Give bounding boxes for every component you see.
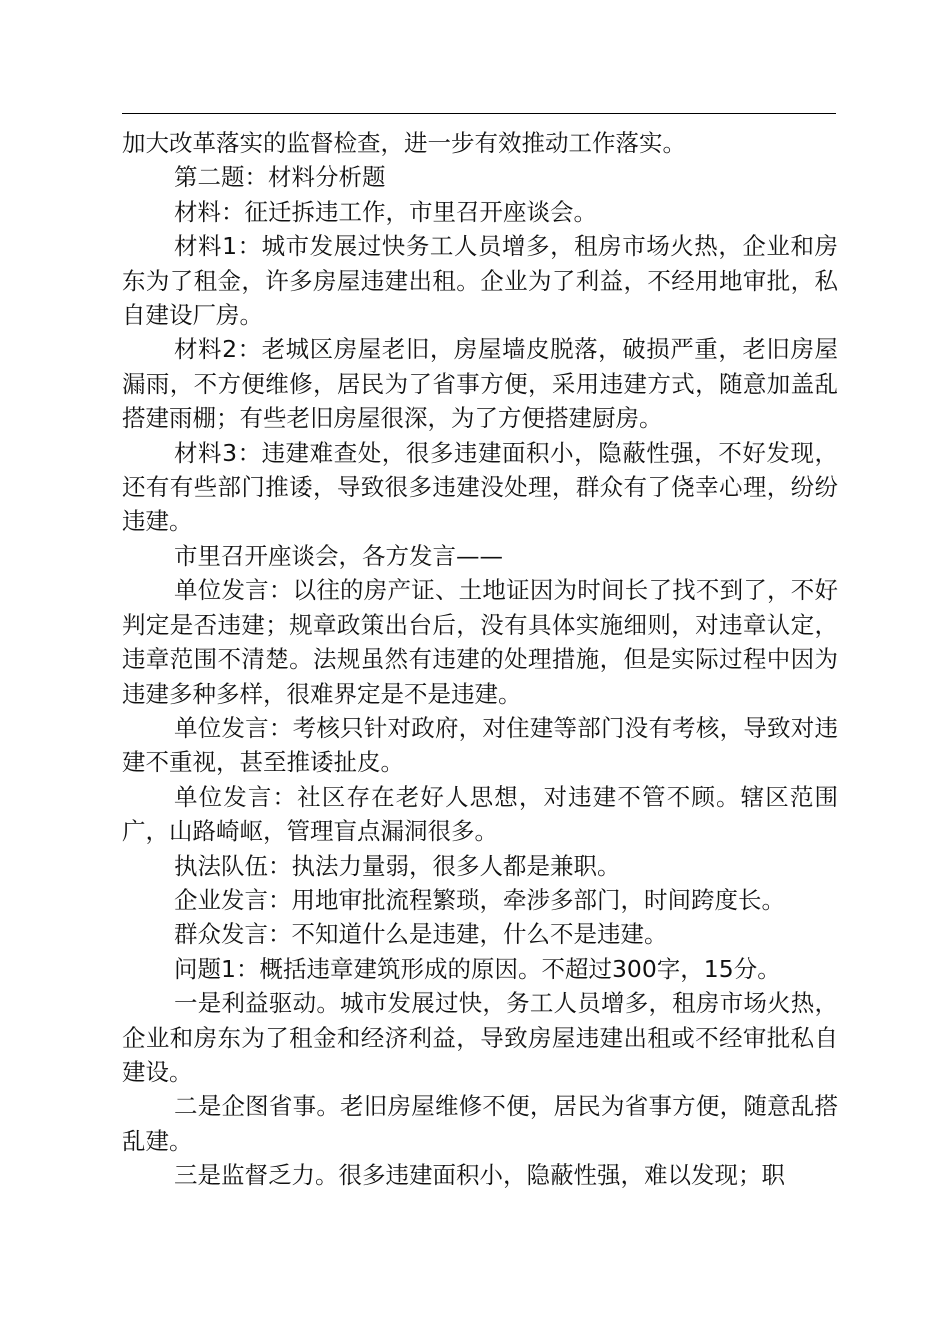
question: 问题1：概括违章建筑形成的原因。不超过300字，15分。	[174, 954, 781, 983]
document-body	[122, 126, 838, 1193]
paragraph: 企业发言：用地审批流程繁琐，牵涉多部门，时间跨度长。	[174, 885, 785, 914]
answer-paragraph: 一是利益驱动。城市发展过快，务工人员增多，租房市场火热，企业和房东为了租金和经济利益，导致房屋违建出租或不经审批私自建设。	[122, 989, 838, 1086]
header-rule	[122, 113, 836, 114]
paragraph: 市里召开座谈会，各方发言——	[174, 541, 503, 570]
paragraph: 材料1：城市发展过快务工人员增多，租房市场火热，企业和房东为了租金，许多房屋违建出租。企业为了利益，不经用地审批，私自建设厂房。	[122, 232, 838, 330]
paragraph: 群众发言：不知道什么是违建，什么不是违建。	[174, 920, 668, 949]
paragraph: 单位发言：以往的房产证、土地证因为时间长了找不到了，不好判定是否违建；规章政策出台后，没有具体实施细则，对违章认定，违章范围不清楚。法规虽然有违建的处理措施，但是实际过程中因为违建多种多样，很难界定是不是违建。	[122, 576, 838, 708]
paragraph: 单位发言：社区存在老好人思想，对违建不管不顾。辖区范围广，山路崎岖，管理盲点漏洞很多。	[122, 782, 838, 846]
paragraph: 加大改革落实的监督检查，进一步有效推动工作落实。	[122, 129, 686, 157]
paragraph: 材料3：违建难查处，很多违建面积小，隐蔽性强，不好发现，还有有些部门推诿，导致很多违建没处理，群众有了侥幸心理，纷纷违建。	[122, 438, 838, 536]
paragraph: 执法队伍：执法力量弱，很多人都是兼职。	[174, 851, 621, 880]
paragraph: 材料2：老城区房屋老旧，房屋墙皮脱落，破损严重，老旧房屋漏雨，不方便维修，居民为了省事方便，采用违建方式，随意加盖乱搭建雨棚；有些老旧房屋很深，为了方便搭建厨房。	[122, 335, 838, 433]
answer-paragraph: 二是企图省事。老旧房屋维修不便，居民为省事方便，随意乱搭乱建。	[122, 1092, 838, 1155]
paragraph: 单位发言：考核只针对政府，对住建等部门没有考核，导致对违建不重视，甚至推诿扯皮。	[122, 713, 838, 777]
paragraph: 材料：征迁拆违工作，市里召开座谈会。	[174, 197, 597, 226]
answer-paragraph: 三是监督乏力。很多违建面积小，隐蔽性强，难以发现；职	[174, 1161, 785, 1190]
section-heading: 第二题：材料分析题	[174, 163, 386, 192]
